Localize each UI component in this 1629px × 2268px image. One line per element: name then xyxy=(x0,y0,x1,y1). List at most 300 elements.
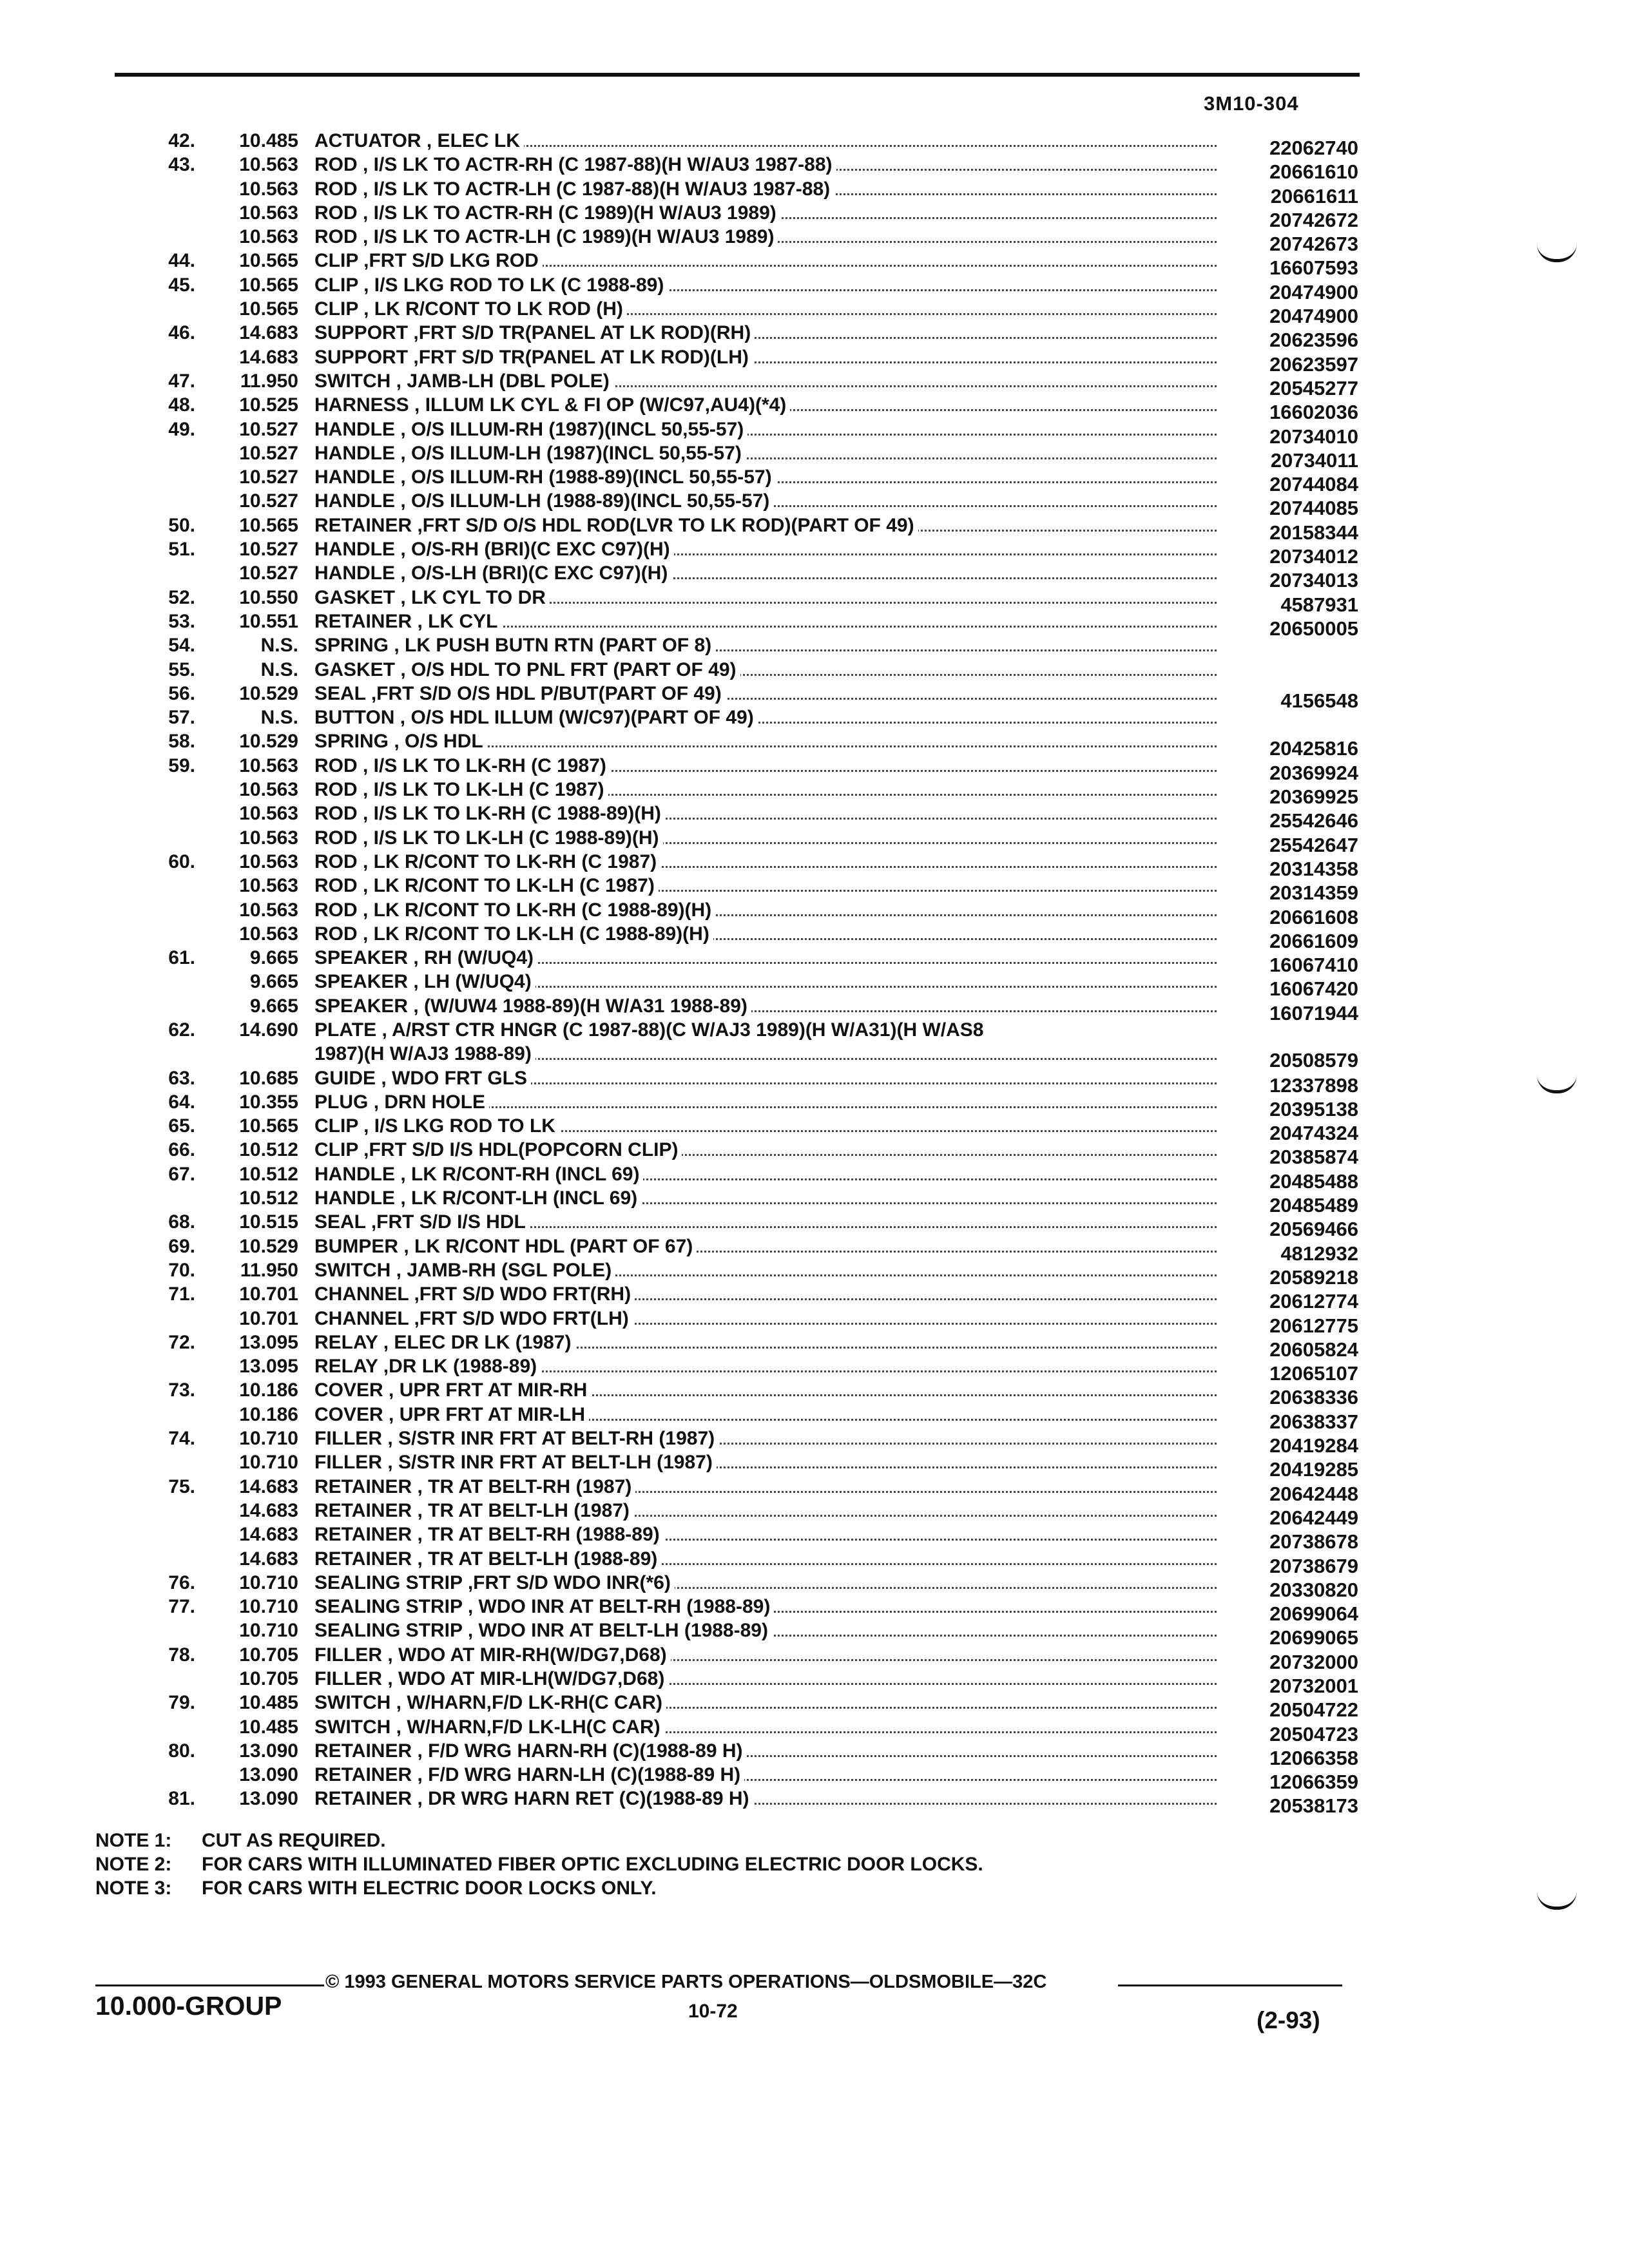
group-number: 9.665 xyxy=(249,947,298,969)
part-number: 20623596 xyxy=(1269,329,1358,352)
item-detail: , LK R/CONT TO LK-LH (C 1988-89)(H) xyxy=(363,923,709,945)
list-item xyxy=(115,1139,1358,1169)
item-number: 60. xyxy=(168,850,195,872)
part-number: 16607593 xyxy=(1269,256,1358,280)
item-name: SWITCH xyxy=(314,1692,391,1714)
group-number: 10.710 xyxy=(239,1620,298,1642)
item-description xyxy=(314,1187,1217,1209)
footer-group: 10.000-GROUP xyxy=(95,1991,282,2021)
list-item xyxy=(115,1475,1358,1505)
item-number: 64. xyxy=(168,1091,195,1113)
item-detail: , F/D WRG HARN-RH (C)(1988-89 H) xyxy=(417,1740,743,1762)
item-detail: , O/S ILLUM-LH (1988-89)(INCL 50,55-57) xyxy=(400,490,770,512)
item-name: CLIP xyxy=(314,250,358,272)
item-detail: , LK R/CONT TO LK-LH (C 1987) xyxy=(363,875,655,897)
item-description xyxy=(314,1211,1217,1233)
item-name: ROD xyxy=(314,875,358,897)
item-name: ROD xyxy=(314,178,358,200)
part-number: 20699064 xyxy=(1269,1602,1358,1626)
item-name: FILLER xyxy=(314,1668,382,1689)
part-number: 20638337 xyxy=(1269,1410,1358,1433)
list-item xyxy=(115,1428,1358,1457)
item-name: GUIDE xyxy=(314,1067,376,1089)
part-number: 16067410 xyxy=(1269,954,1358,977)
item-name: ROD xyxy=(314,154,358,176)
item-detail: ,FRT S/D O/S HDL P/BUT(PART OF 49) xyxy=(371,682,722,704)
list-item xyxy=(115,682,1358,712)
item-detail: ,FRT S/D TR(PANEL AT LK ROD)(RH) xyxy=(413,322,751,344)
part-number: 20485489 xyxy=(1269,1194,1358,1217)
item-description xyxy=(314,347,1217,369)
item-description xyxy=(314,731,1217,753)
part-number: 4812932 xyxy=(1280,1242,1358,1265)
part-number: 20744085 xyxy=(1269,497,1358,520)
item-name: RETAINER xyxy=(314,514,412,536)
item-name: SWITCH xyxy=(314,1716,391,1738)
item-description xyxy=(314,779,1217,801)
item-number: 76. xyxy=(168,1571,195,1593)
group-number: 10.529 xyxy=(239,682,298,704)
item-name: SEALING STRIP xyxy=(314,1596,463,1618)
item-number: 50. xyxy=(168,514,195,536)
item-name: SWITCH xyxy=(314,370,391,392)
item-detail: ,FRT S/D WDO FRT(LH) xyxy=(414,1307,629,1329)
item-detail: , ELEC LK xyxy=(426,130,520,151)
footer-page-number: 10-72 xyxy=(688,2001,738,2022)
item-name: RETAINER xyxy=(314,1475,412,1497)
item-name: SPRING xyxy=(314,731,389,753)
part-number: 20612774 xyxy=(1269,1290,1358,1313)
item-detail: , TR AT BELT-LH (1988-89) xyxy=(417,1548,658,1570)
item-detail: , I/S LK TO LK-LH (C 1988-89)(H) xyxy=(363,827,659,849)
list-item xyxy=(115,322,1358,352)
item-detail: , RH (W/UQ4) xyxy=(413,947,534,969)
item-number: 73. xyxy=(168,1379,195,1401)
group-number: 10.563 xyxy=(239,202,298,224)
item-detail: , LK R/CONT TO LK-RH (C 1988-89)(H) xyxy=(363,899,712,921)
group-number: 10.563 xyxy=(239,154,298,176)
item-detail: , W/HARN,F/D LK-RH(C CAR) xyxy=(396,1692,662,1714)
part-number: 20589218 xyxy=(1269,1265,1358,1289)
group-number: 10.512 xyxy=(239,1187,298,1209)
list-item xyxy=(115,202,1358,231)
item-detail: , ILLUM LK CYL & FI OP (W/C97,AU4)(*4) xyxy=(414,394,787,416)
item-detail: , I/S LK TO LK-LH (C 1987) xyxy=(363,779,604,801)
item-detail: , UPR FRT AT MIR-RH xyxy=(389,1379,588,1401)
item-description xyxy=(314,1764,1217,1786)
item-description xyxy=(314,1716,1217,1738)
note-2: NOTE 2: FOR CARS WITH ILLUMINATED FIBER OPTIC EXCLUDING ELECTRIC DOOR LOCKS. xyxy=(95,1854,983,1875)
group-number: 10.563 xyxy=(239,754,298,776)
item-number: 81. xyxy=(168,1788,195,1810)
list-item xyxy=(115,1764,1358,1794)
item-name: SUPPORT xyxy=(314,346,409,368)
item-description xyxy=(314,1260,1217,1282)
item-description xyxy=(314,1500,1217,1522)
group-number: 14.683 xyxy=(239,1475,298,1497)
item-number: 46. xyxy=(168,322,195,344)
group-number: N.S. xyxy=(260,707,298,729)
item-name: FILLER xyxy=(314,1452,382,1474)
item-name: RELAY xyxy=(314,1356,378,1378)
group-number: 10.529 xyxy=(239,1235,298,1257)
item-detail: , O/S ILLUM-LH (1987)(INCL 50,55-57) xyxy=(400,442,742,464)
part-number: 20504723 xyxy=(1269,1722,1358,1745)
item-detail: , DRN HOLE xyxy=(373,1091,486,1113)
item-description xyxy=(314,1644,1217,1666)
list-item xyxy=(115,418,1358,448)
item-name: SEAL xyxy=(314,1211,366,1233)
item-number: 45. xyxy=(168,274,195,296)
item-detail: ,FRT S/D O/S HDL ROD(LVR TO LK ROD)(PART OF 49) xyxy=(417,514,914,536)
item-name: ROD xyxy=(314,202,358,224)
item-name: ROD xyxy=(314,827,358,849)
item-detail: , WDO AT MIR-LH(W/DG7,D68) xyxy=(387,1668,665,1689)
item-name: BUTTON xyxy=(314,707,395,729)
footer-date: (2-93) xyxy=(1257,2007,1320,2033)
item-number: 48. xyxy=(168,394,195,416)
part-number: 20734013 xyxy=(1269,569,1358,592)
item-name: ROD xyxy=(314,899,358,921)
item-name: CLIP xyxy=(314,274,358,296)
item-detail: , LK R/CONT TO LK ROD (H) xyxy=(363,298,623,320)
item-number: 68. xyxy=(168,1211,195,1233)
item-name: RETAINER xyxy=(314,1764,412,1786)
list-item xyxy=(115,850,1358,880)
item-detail: , I/S LK TO LK-RH (C 1988-89)(H) xyxy=(363,803,661,825)
item-detail: , LK R/CONT-RH (INCL 69) xyxy=(400,1163,640,1185)
item-description xyxy=(314,1572,1217,1594)
item-detail: , WDO AT MIR-RH(W/DG7,D68) xyxy=(387,1644,667,1666)
item-description xyxy=(314,515,1217,537)
group-number: 10.710 xyxy=(239,1571,298,1593)
item-number: 43. xyxy=(168,154,195,176)
part-number: 20661608 xyxy=(1269,905,1358,928)
item-name: HANDLE xyxy=(314,418,395,440)
group-number: 14.683 xyxy=(239,1499,298,1521)
group-number: 10.550 xyxy=(239,586,298,608)
item-detail: , JAMB-RH (SGL POLE) xyxy=(396,1259,612,1281)
item-number: 72. xyxy=(168,1331,195,1353)
group-number: 10.527 xyxy=(239,442,298,464)
item-name: PLATE xyxy=(314,1019,377,1041)
item-number: 51. xyxy=(168,539,195,561)
item-number: 42. xyxy=(168,130,195,151)
group-number: 10.186 xyxy=(239,1379,298,1401)
item-number: 49. xyxy=(168,418,195,440)
part-number: 12337898 xyxy=(1269,1073,1358,1097)
item-detail: , TR AT BELT-RH (1987) xyxy=(417,1475,632,1497)
item-description xyxy=(314,635,1217,657)
item-description xyxy=(314,1236,1217,1258)
group-number: 13.095 xyxy=(239,1356,298,1378)
item-description xyxy=(314,466,1217,488)
item-detail: , LK R/CONT-LH (INCL 69) xyxy=(400,1187,638,1209)
item-name: HANDLE xyxy=(314,562,395,584)
item-description xyxy=(314,1668,1217,1690)
item-number: 57. xyxy=(168,707,195,729)
item-detail: ,FRT S/D I/S HDL(POPCORN CLIP) xyxy=(363,1139,679,1161)
list-item xyxy=(115,130,1358,159)
item-description xyxy=(314,562,1217,584)
part-number: 20650005 xyxy=(1269,617,1358,640)
list-item xyxy=(115,1115,1358,1145)
item-description xyxy=(314,178,1217,200)
part-number: 20642448 xyxy=(1269,1482,1358,1505)
item-description xyxy=(314,1788,1217,1810)
group-number: 10.485 xyxy=(239,1692,298,1714)
parts-list xyxy=(115,130,1358,1818)
list-item xyxy=(115,899,1358,928)
item-detail: , I/S LKG ROD TO LK (C 1988-89) xyxy=(363,274,664,296)
list-item xyxy=(115,1211,1358,1241)
part-number: 20474324 xyxy=(1269,1122,1358,1145)
item-name: CLIP xyxy=(314,1115,358,1137)
item-detail: , LK PUSH BUTN RTN (PART OF 8) xyxy=(394,635,712,657)
group-number: 10.710 xyxy=(239,1428,298,1450)
group-number: 10.565 xyxy=(239,514,298,536)
list-item xyxy=(115,1331,1358,1361)
group-number: 10.710 xyxy=(239,1596,298,1618)
part-number: 25542646 xyxy=(1269,809,1358,832)
list-item xyxy=(115,1740,1358,1769)
item-number: 70. xyxy=(168,1259,195,1281)
list-item xyxy=(115,1692,1358,1722)
item-detail: ,FRT S/D I/S HDL xyxy=(371,1211,526,1233)
part-number: 22062740 xyxy=(1269,137,1358,159)
group-number: 10.355 xyxy=(239,1091,298,1113)
part-number: 20545277 xyxy=(1269,376,1358,399)
list-item xyxy=(115,562,1358,592)
list-item xyxy=(115,1235,1358,1265)
item-name: HANDLE xyxy=(314,1163,395,1185)
group-number: 10.563 xyxy=(239,850,298,872)
item-detail: , TR AT BELT-RH (1988-89) xyxy=(417,1524,660,1546)
list-item xyxy=(115,1668,1358,1697)
list-item xyxy=(115,1163,1358,1193)
group-number: 14.683 xyxy=(239,1524,298,1546)
list-item xyxy=(115,466,1358,496)
item-description xyxy=(314,1452,1217,1474)
item-name: COVER xyxy=(314,1403,383,1425)
binder-mark xyxy=(1537,1075,1577,1093)
list-item xyxy=(115,707,1358,731)
part-number: 20314359 xyxy=(1269,881,1358,905)
group-number: 10.527 xyxy=(239,539,298,561)
item-name: SEAL xyxy=(314,682,366,704)
item-description xyxy=(314,1476,1217,1498)
list-item xyxy=(115,827,1358,856)
group-number: 9.665 xyxy=(249,995,298,1017)
part-number: 20638336 xyxy=(1269,1386,1358,1409)
group-number: N.S. xyxy=(260,658,298,680)
item-detail: , I/S LK TO ACTR-RH (C 1987-88)(H W/AU3 1987-88) xyxy=(363,154,833,176)
item-description xyxy=(314,1356,1217,1378)
item-name: BUMPER xyxy=(314,1235,399,1257)
item-description xyxy=(314,707,1217,729)
item-detail: , O/S HDL ILLUM (W/C97)(PART OF 49) xyxy=(400,707,754,729)
group-number: 10.701 xyxy=(239,1307,298,1329)
list-item xyxy=(115,731,1358,760)
list-item xyxy=(115,995,1358,1024)
item-description xyxy=(314,827,1217,849)
item-number: 80. xyxy=(168,1740,195,1762)
list-item xyxy=(115,1644,1358,1673)
group-number: 10.563 xyxy=(239,779,298,801)
part-number: 20661610 xyxy=(1269,160,1358,184)
notes-section xyxy=(95,1829,983,1900)
item-name: RETAINER xyxy=(314,1788,412,1810)
list-item xyxy=(115,274,1358,303)
item-name: ROD xyxy=(314,779,358,801)
item-number: 74. xyxy=(168,1428,195,1450)
list-item xyxy=(115,250,1358,280)
group-number: 10.563 xyxy=(239,178,298,200)
group-number: 11.950 xyxy=(240,370,298,392)
item-name: SPEAKER xyxy=(314,971,409,993)
item-name: ROD xyxy=(314,850,358,872)
item-description xyxy=(314,755,1217,777)
item-description xyxy=(314,683,1217,705)
list-item xyxy=(115,1499,1358,1529)
part-number: 16602036 xyxy=(1269,401,1358,424)
part-number: 4156548 xyxy=(1280,689,1358,712)
group-number: 10.710 xyxy=(239,1452,298,1474)
item-detail: , LK CYL xyxy=(417,610,498,632)
part-number: 20474900 xyxy=(1269,280,1358,303)
item-detail: , WDO INR AT BELT-RH (1988-89) xyxy=(467,1596,771,1618)
item-description xyxy=(314,1404,1217,1426)
item-name: ROD xyxy=(314,803,358,825)
item-name: SPEAKER xyxy=(314,995,409,1017)
item-number: 53. xyxy=(168,610,195,632)
part-number: 20732001 xyxy=(1269,1675,1358,1697)
group-number: 10.563 xyxy=(239,827,298,849)
list-item xyxy=(115,779,1358,809)
group-number: 10.512 xyxy=(239,1163,298,1185)
group-number: 14.683 xyxy=(239,322,298,344)
group-number: 13.090 xyxy=(239,1764,298,1786)
item-name: FILLER xyxy=(314,1644,382,1666)
item-name: HANDLE xyxy=(314,442,395,464)
item-name: GASKET xyxy=(314,586,396,608)
item-number: 44. xyxy=(168,250,195,272)
group-number: 10.525 xyxy=(239,394,298,416)
item-name: RETAINER xyxy=(314,1499,412,1521)
item-description xyxy=(314,154,1217,176)
item-description xyxy=(314,1524,1217,1546)
list-item xyxy=(115,1548,1358,1577)
item-detail: , I/S LK TO ACTR-LH (C 1989)(H W/AU3 1989) xyxy=(363,226,775,248)
item-name: ROD xyxy=(314,923,358,945)
footer-left-rule xyxy=(95,1984,324,1986)
item-description xyxy=(314,1620,1217,1642)
part-number: 20734012 xyxy=(1269,545,1358,568)
list-item xyxy=(115,1788,1358,1818)
item-name: PLUG xyxy=(314,1091,369,1113)
item-detail: , LK R/CONT HDL (PART OF 67) xyxy=(403,1235,693,1257)
group-number: 9.665 xyxy=(249,971,298,993)
list-item xyxy=(115,635,1358,658)
item-name: ROD xyxy=(314,226,358,248)
list-item xyxy=(115,971,1358,1001)
item-description xyxy=(314,274,1217,296)
part-number: 25542647 xyxy=(1269,833,1358,856)
group-number: 10.705 xyxy=(239,1668,298,1689)
item-detail: , A/RST CTR HNGR (C 1987-88)(C W/AJ3 1989)(H W/A31)(H W/AS8 xyxy=(381,1019,984,1041)
item-name: CHANNEL xyxy=(314,1307,409,1329)
item-detail: , ELEC DR LK (1987) xyxy=(383,1331,572,1353)
item-name: CLIP xyxy=(314,298,358,320)
item-name: RETAINER xyxy=(314,1548,412,1570)
item-name: HANDLE xyxy=(314,539,395,561)
item-description xyxy=(314,1091,1217,1113)
part-number: 20734011 xyxy=(1270,448,1358,472)
list-item xyxy=(115,1620,1358,1649)
note-1: NOTE 1: CUT AS REQUIRED. xyxy=(95,1830,386,1851)
group-number: 10.563 xyxy=(239,899,298,921)
part-number: 20661611 xyxy=(1270,184,1358,207)
list-item xyxy=(115,754,1358,784)
part-number: 20538173 xyxy=(1269,1794,1358,1818)
list-item xyxy=(115,226,1358,256)
item-description xyxy=(314,1548,1217,1570)
part-number: 20419284 xyxy=(1269,1434,1358,1457)
list-item xyxy=(115,490,1358,520)
item-number: 58. xyxy=(168,731,195,753)
item-name: RELAY xyxy=(314,1331,378,1353)
item-description xyxy=(314,202,1217,224)
list-item xyxy=(115,610,1358,640)
part-number: 20369925 xyxy=(1269,785,1358,809)
part-number: 20642449 xyxy=(1269,1506,1358,1529)
item-detail: , WDO INR AT BELT-LH (1988-89) xyxy=(467,1620,768,1642)
part-number: 20369924 xyxy=(1269,761,1358,784)
item-detail: , O/S ILLUM-RH (1987)(INCL 50,55-57) xyxy=(400,418,744,440)
item-detail: , LK R/CONT TO LK-RH (C 1987) xyxy=(363,850,657,872)
group-number: 10.705 xyxy=(239,1644,298,1666)
group-number: 10.485 xyxy=(239,130,298,151)
item-number: 75. xyxy=(168,1475,195,1497)
part-number: 20699065 xyxy=(1269,1626,1358,1649)
item-description xyxy=(314,322,1217,344)
item-detail: , W/HARN,F/D LK-LH(C CAR) xyxy=(396,1716,660,1738)
part-number: 20734010 xyxy=(1269,425,1358,448)
item-name: FILLER xyxy=(314,1428,382,1450)
item-description xyxy=(314,539,1217,561)
footer-right-rule xyxy=(1118,1984,1342,1986)
item-description xyxy=(314,947,1217,969)
group-number: 10.563 xyxy=(239,226,298,248)
item-name: SWITCH xyxy=(314,1259,391,1281)
item-description xyxy=(314,1379,1217,1401)
list-item xyxy=(115,586,1358,616)
group-number: 10.527 xyxy=(239,466,298,488)
item-description xyxy=(314,394,1217,416)
item-description xyxy=(314,1740,1217,1762)
group-number: 14.683 xyxy=(239,346,298,368)
part-number: 12066359 xyxy=(1269,1771,1358,1794)
item-number: 61. xyxy=(168,947,195,969)
part-number: 12066358 xyxy=(1269,1746,1358,1769)
item-detail: , O/S HDL TO PNL FRT (PART OF 49) xyxy=(400,658,737,680)
item-description xyxy=(314,1692,1217,1714)
item-name: HANDLE xyxy=(314,466,395,488)
part-number: 20395138 xyxy=(1269,1097,1358,1120)
item-description xyxy=(314,1139,1217,1161)
group-number: 10.563 xyxy=(239,923,298,945)
item-detail: , I/S LK TO ACTR-LH (C 1987-88)(H W/AU3 1987-88) xyxy=(363,178,831,200)
